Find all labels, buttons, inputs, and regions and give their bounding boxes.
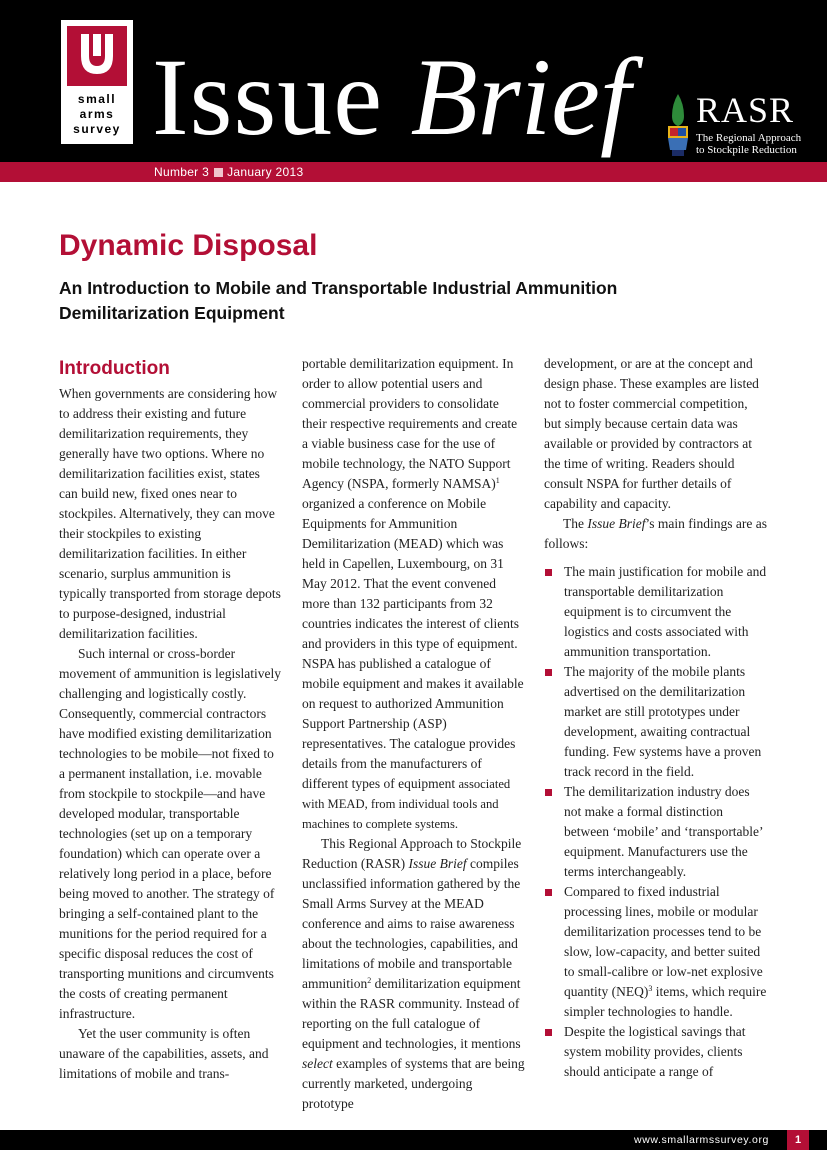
footnote-ref-2[interactable]: 2 [367,976,372,985]
col3-p2-part-b: ’s main findings are as follows: [544,516,767,551]
footnote-ref-3[interactable]: 3 [648,984,653,993]
issue-info [154,164,303,180]
list-item [544,782,768,882]
bullet-square-icon [545,1029,552,1036]
bullet-square-icon [545,669,552,676]
col3-paragraph-2 [544,514,768,554]
column-2 [302,354,526,1114]
col1-paragraph-2: Such internal or cross-border movement of ammunition is legislatively challenging and logistically costly. Consequently, commercial contractors have modified existing demilitarization technologies to be mobile—not fixed to a permanent installation, i.e. movable from stockpile to stockpile—and have developed modular, transportable technologies (set up on a temporary foundation) which can operate over a relatively long period in a place, before being moved to another. The strategy of bringing a self-contained plant to the munitions for the period required for a specific disposal reduces the cost of transporting munitions and circumvents the costs of creating permanent infrastructure. [59,646,281,1021]
issue-number: Number 3 [154,165,210,179]
finding-text-b: items, which require simpler technologies to handle. [564,984,767,1019]
logo-wordmark [61,92,133,137]
section-heading-introduction: Introduction [59,358,170,379]
col3-p2-part-a: The [563,516,588,531]
finding-text-a: Compared to fixed industrial processing lines, mobile or modular demilitarization processes tend to be slow, low-capacity, and better suited to small-calibre or low-net explosive quantity (NEQ) [564,884,763,999]
logo-hook-icon [67,26,127,86]
finding-text: The demilitarization industry does not make a formal distinction between ‘mobile’ and ‘transportable’ equipment. Manufacturers use the terms interchangeably. [564,784,763,879]
separator-square-icon [214,168,223,177]
list-item [544,662,768,782]
issue-date: January 2013 [227,165,304,179]
col2-paragraph-2 [302,834,526,1114]
issue-band [0,162,827,182]
bullet-square-icon [545,569,552,576]
logo-line-3: survey [73,122,121,136]
col2-p2-emphasis: Issue Brief [408,856,467,871]
list-item [544,562,768,662]
rasr-name: RASR [696,90,795,130]
rasr-sub-line-1: The Regional Approach [696,132,802,144]
page-number: 1 [787,1130,809,1150]
list-item [544,882,768,1022]
col2-p2-part-b: compiles unclassified information gathered by the Small Arms Survey at the MEAD conference and aims to raise awareness about the technologies, capabilities, and limitations of mobile and transportable ammunition [302,856,521,991]
col2-p1-part-b: organized a conference on Mobile Equipments for Ammunition Demilitarization (MEAD) which was held in Capellen, Luxembourg, on 31 May 2012. That the event convened more than 132 participants from 32 countries indicates the interest of clients and providers in this type of equipment. NSPA has published a catalogue of mobile equipment and makes it available on request to authorized Ammunition Support Partnership (ASP) representatives. The catalogue provides details from the manufacturers of different types of equipment [302,496,524,791]
finding-text: The main justification for mobile and transportable demilitarization equipment is to circumvent the logistics and costs associated with ammunition transportation. [564,564,767,659]
logo-emblem [67,26,127,86]
col3-p2-emphasis: Issue Brief [587,516,646,531]
col2-p1-part-c: associated with MEAD, from individual tools and machines to complete systems. [302,777,511,831]
col1-paragraph-1: When governments are considering how to address their existing and future demilitarization requirements, they generally have two options. Where no demilitarization facilities exist, states can build new, fixed ones near to stockpiles. Alternatively, they can move their stockpiles to existing demilitarization facilities. In either scenario, surplus ammunition is typically transported from storage depots to purpose-designed, industrial demilitarization facilities. [59,386,281,641]
publication-title [152,36,631,158]
col1-paragraph-3: Yet the user community is often unaware of the capabilities, assets, and limitations of mobile and trans- [59,1026,269,1081]
logo-line-2: arms [79,107,115,121]
col3-paragraph-1: development, or are at the concept and design phase. These examples are listed not to foster commercial competition, but simply because certain data was available or provided by contractors at the time of writing. Readers should consult NSPA for further details of capability and capacity. [544,356,759,511]
col2-p2-part-c: demilitarization equipment within the RASR community. Instead of reporting on the full catalogue of equipment and technologies, it mentions [302,976,521,1051]
rasr-emblem-icon [662,92,694,158]
footnote-ref-1[interactable]: 1 [495,476,500,485]
title-brief: Brief [410,36,631,158]
title-issue: Issue [152,36,384,158]
rasr-subtitle [696,132,801,156]
column-3 [544,354,768,1082]
finding-text: The majority of the mobile plants advertised on the demilitarization market are still prototypes under development, awaiting contractual funding. Few systems have a proven track record in the field. [564,664,762,779]
logo-line-1: small [77,92,117,106]
footer-website-link[interactable]: www.smallarmssurvey.org [634,1134,769,1146]
findings-list [544,562,768,1082]
small-arms-survey-logo [61,20,133,144]
col2-paragraph-1 [302,354,526,834]
document-subtitle: An Introduction to Mobile and Transportable Industrial Ammunition Demilitarization Equipment [59,278,618,323]
list-item [544,1022,768,1082]
column-1 [59,354,281,1084]
document-title: Dynamic Disposal [59,229,318,262]
col2-p2-emphasis-2: select [302,1056,333,1071]
bullet-square-icon [545,789,552,796]
bullet-square-icon [545,889,552,896]
col2-p2-part-a: This Regional Approach to Stockpile Reduction (RASR) [302,836,522,871]
finding-text: Despite the logistical savings that system mobility provides, clients should anticipate a range of [564,1024,746,1079]
col2-p1-part-a: portable demilitarization equipment. In order to allow potential users and commercial providers to consolidate their respective requirements and create a viable business case for the use of mobile technology, the NATO Support Agency (NSPA, formerly NAMSA) [302,356,518,491]
col2-p2-part-d: examples of systems that are being currently marketed, undergoing prototype [302,1056,525,1111]
rasr-sub-line-2: to Stockpile Reduction [696,144,797,156]
rasr-logo [662,92,822,158]
